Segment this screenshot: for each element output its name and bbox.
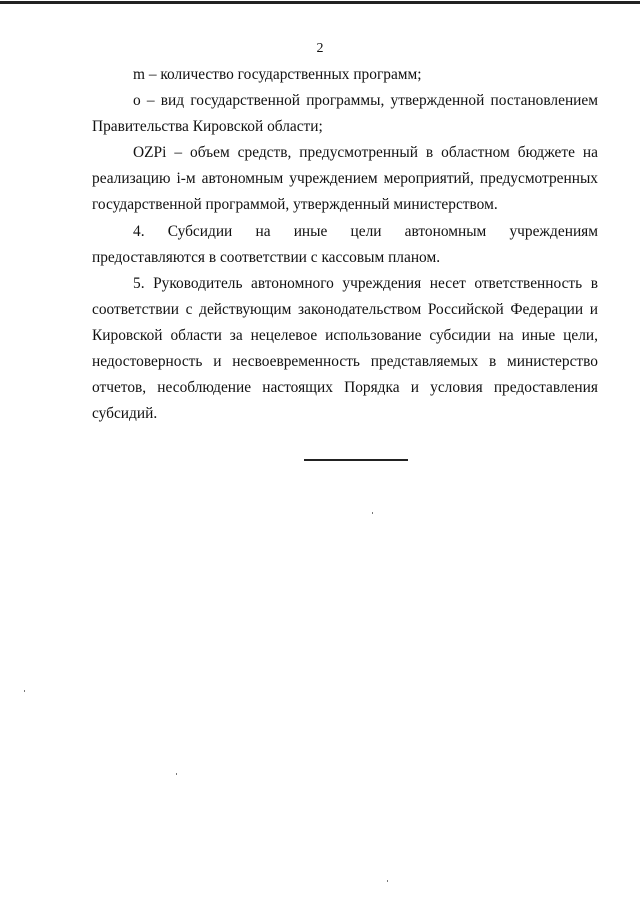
- document-body: [92, 62, 598, 427]
- paragraph-item-4: 4. Субсидии на иные цели автономным учреждениям предоставляются в соответствии с кассовым планом.: [92, 222, 598, 266]
- page-number: 2: [316, 41, 324, 56]
- paragraph-m-definition: m – количество государственных программ;: [133, 66, 422, 83]
- end-separator-line: [304, 459, 408, 461]
- paragraph-ozpi-definition: OZPi – объем средств, предусмотренный в областном бюджете на реализацию i-м автономным учреждением мероприятий, предусмотренных государственной программой, утвержденный министерством.: [92, 144, 598, 214]
- paragraph-item-5: 5. Руководитель автономного учреждения несет ответственность в соответствии с действующим законодательством Российской Федерации и Кировской области за нецелевое использование субсидии на иные цели, недостоверность и несвоевременность представляемых в министерство отчетов, несоблюдение настоящих Порядка и условия предоставления субсидий.: [92, 274, 598, 423]
- scan-speck: [372, 512, 373, 514]
- top-border-line: [0, 1, 640, 4]
- paragraph-o-definition: o – вид государственной программы, утвержденной постановлением Правительства Кировской области;: [92, 92, 598, 136]
- scan-speck: [24, 690, 25, 692]
- scan-speck: [387, 880, 388, 882]
- scan-speck: [176, 773, 177, 775]
